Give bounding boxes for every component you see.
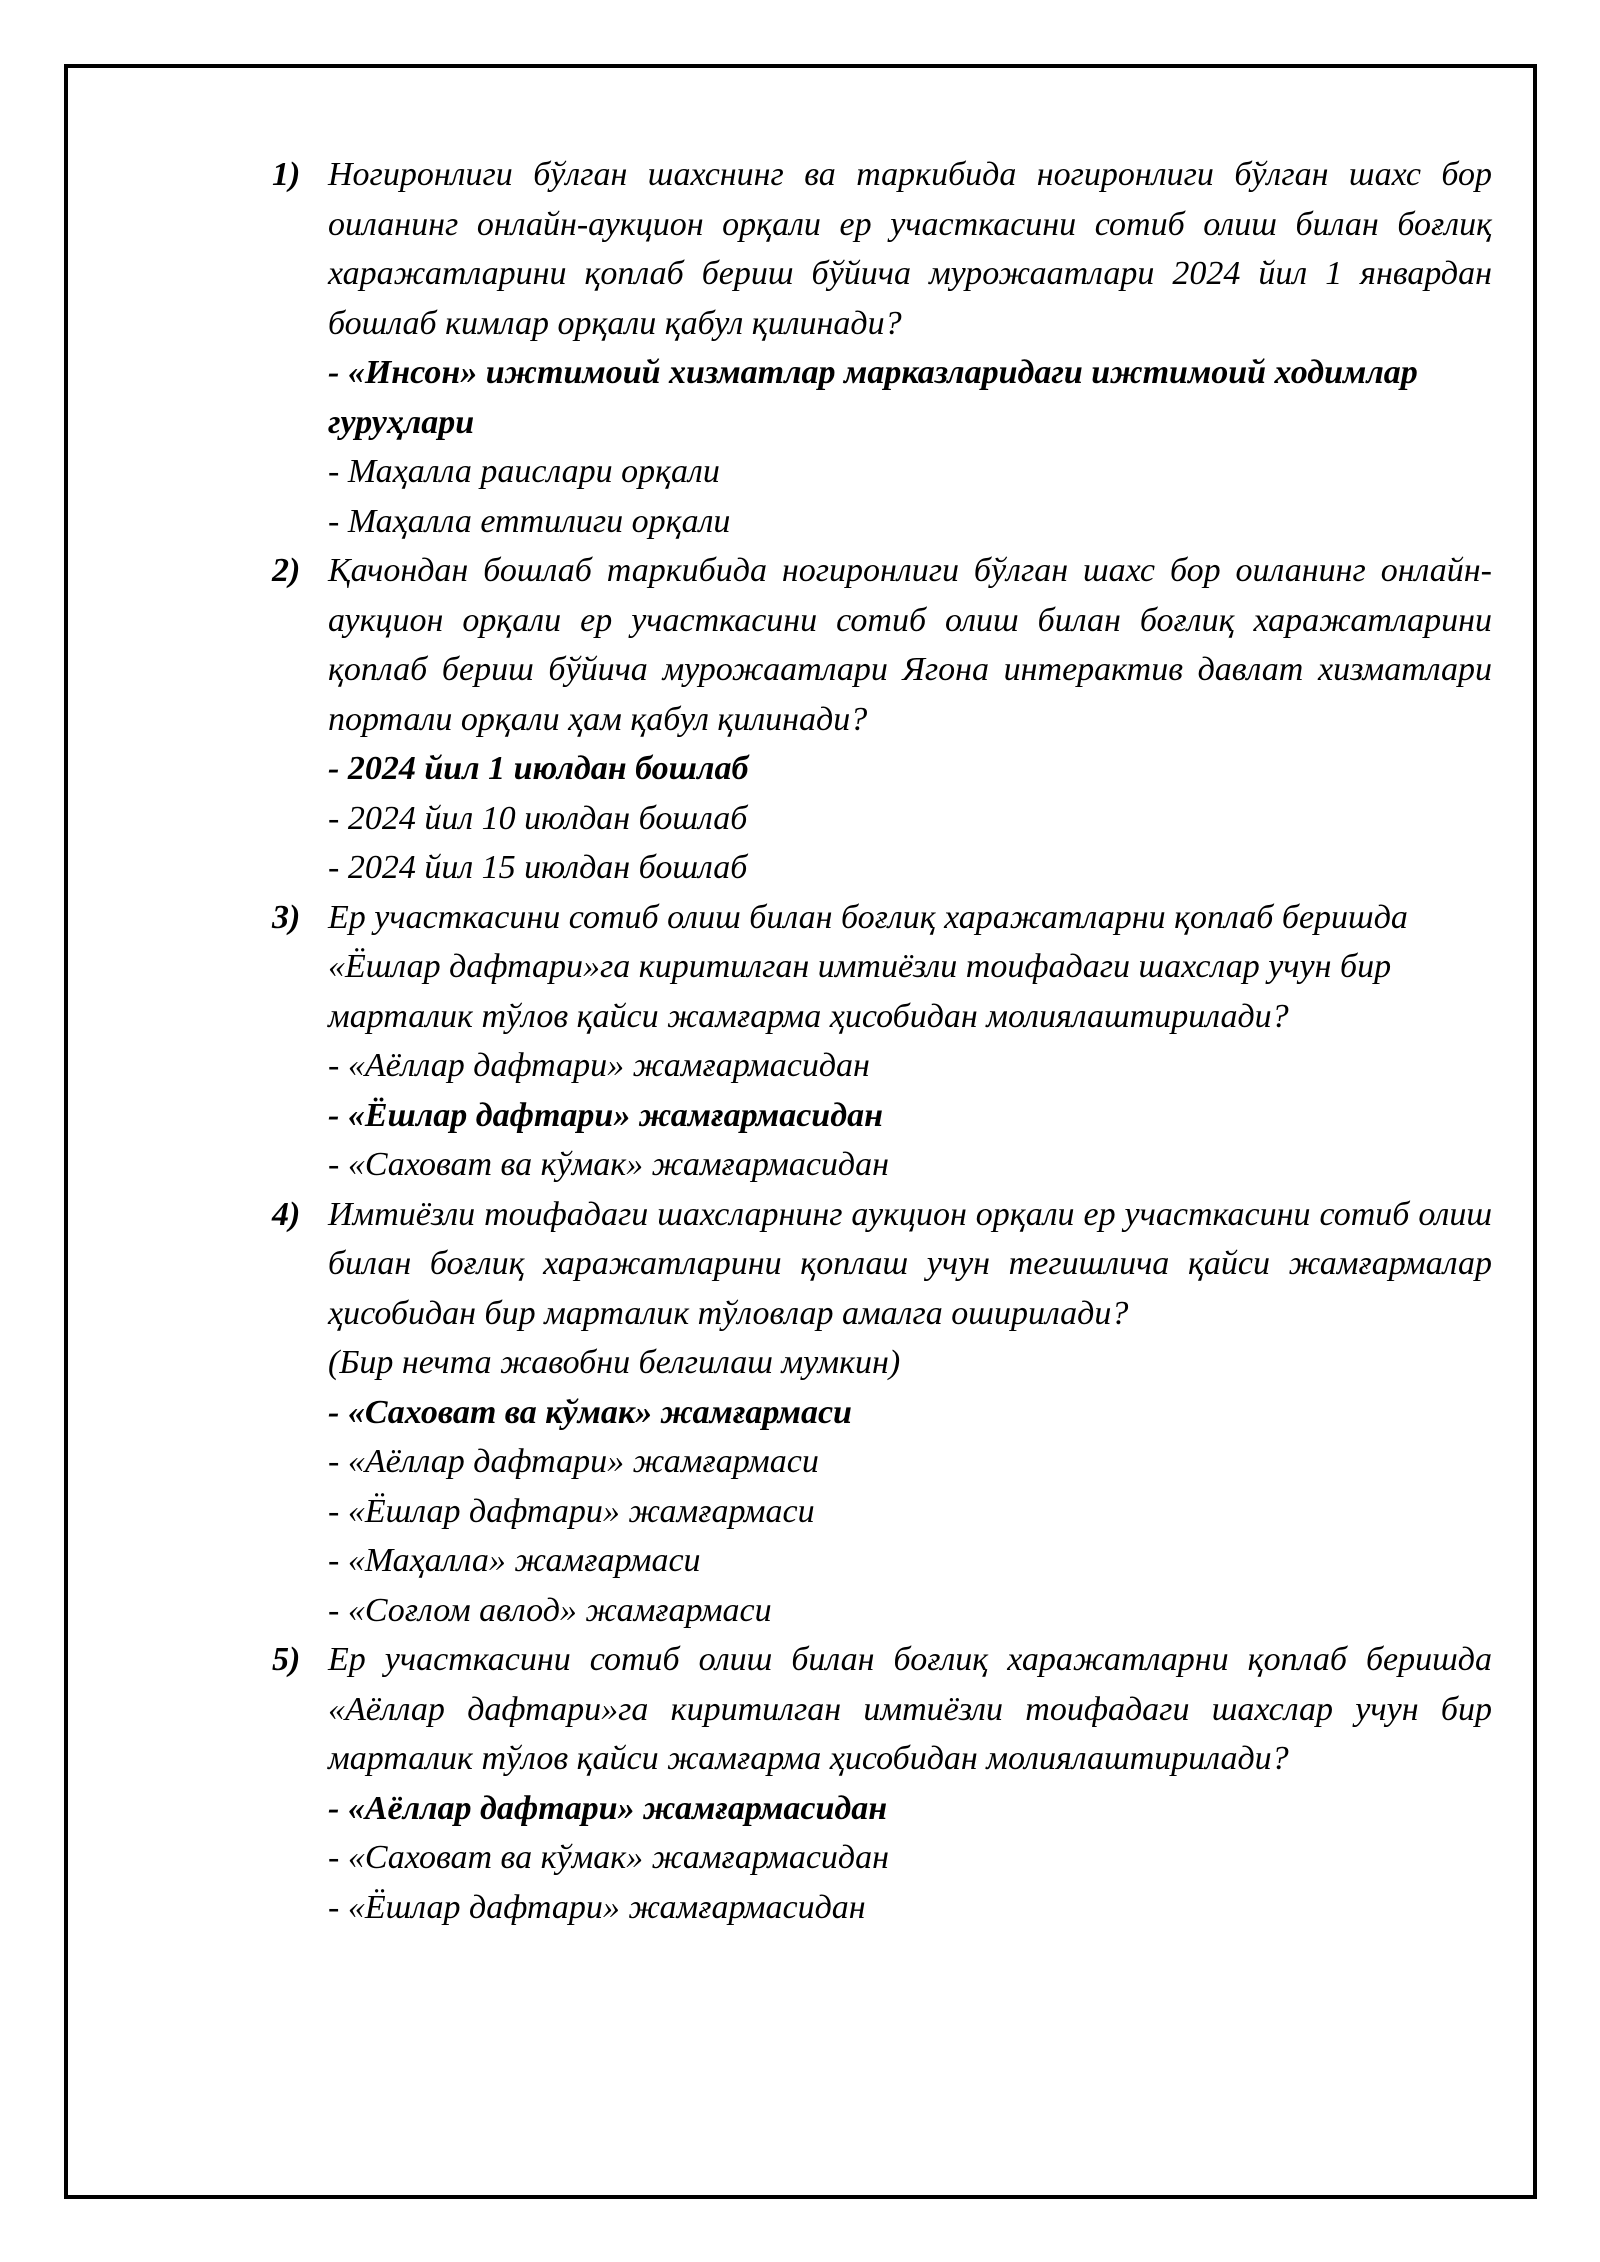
question-note: (Бир нечта жавобни белгилаш мумкин): [328, 1344, 901, 1381]
answer-option: - «Аёллар дафтари» жамғармасидан: [328, 1047, 870, 1084]
answer-option: - 2024 йил 15 июлдан бошлаб: [328, 849, 748, 886]
question-text: Қачондан бошлаб таркибида ногиронлиги бўлган шахс бор оиланинг онлайн-аукцион орқали ер участкасини сотиб олиш билан боғлиқ харажатларини қоплаб бериш бўйича мурожаатлари Ягона интерактив давлат хизматлари портали орқали ҳам қабул қилинади?: [328, 552, 1492, 738]
answer-option: - «Саховат ва кўмак» жамғармасидан: [328, 1839, 889, 1876]
answer-option-correct: - 2024 йил 1 июлдан бошлаб: [328, 750, 749, 787]
question-number: 4): [272, 1195, 301, 1233]
answer-option: - «Соғлом авлод» жамғармаси: [328, 1591, 772, 1629]
question-number: 5): [272, 1641, 301, 1678]
answer-option: - «Маҳалла» жамғармаси: [328, 1542, 701, 1579]
answer-options: [328, 348, 1492, 546]
question-text: Ер участкасини сотиб олиш билан боғлиқ харажатларни қоплаб беришда «Ёшлар дафтари»га киритилган имтиёзли тоифадаги шахслар учун бир марталик тўлов қайси жамғарма ҳисобидан молиялаштирилади?: [328, 898, 1408, 1035]
answer-option-correct: - «Ёшлар дафтари» жамғармасидан: [328, 1096, 883, 1134]
question-text: Имтиёзли тоифадаги шахсларнинг аукцион орқали ер участкасини сотиб олиш билан боғлиқ харажатларини қоплаш учун тегишлича қайси жамғармалар ҳисобидан бир марталик тўловлар амалга оширилади?: [328, 1195, 1492, 1332]
answer-option: - «Ёшлар дафтари» жамғармаси: [328, 1492, 815, 1530]
answer-option-correct: - «Инсон» ижтимоий хизматлар марказларидаги ижтимоий ходимлар гуруҳлари: [328, 354, 1418, 441]
question-text: Ногиронлиги бўлган шахснинг ва таркибида ногиронлиги бўлган шахс бор оиланинг онлайн-аукцион орқали ер участкасини сотиб олиш билан боғлиқ харажатларини қоплаб бериш бўйича мурожаатлари 2024 йил 1 январдан бошлаб кимлар орқали қабул қилинади?: [328, 156, 1492, 342]
question-2: [272, 546, 1492, 893]
answer-options: [328, 744, 1492, 893]
question-1: [272, 150, 1492, 546]
answer-option: - Маҳалла еттилиги орқали: [328, 502, 731, 540]
question-5: [272, 1635, 1492, 1932]
answer-option: - «Аёллар дафтари» жамғармаси: [328, 1443, 819, 1480]
question-text: Ер участкасини сотиб олиш билан боғлиқ харажатларни қоплаб беришда «Аёллар дафтари»га киритилган имтиёзли тоифадаги шахслар учун бир марталик тўлов қайси жамғарма ҳисобидан молиялаштирилади?: [328, 1641, 1492, 1777]
answer-options: [328, 1784, 1492, 1933]
answer-option-correct: - «Аёллар дафтари» жамғармасидан: [328, 1789, 888, 1827]
quiz-content: [272, 150, 1492, 1932]
question-3: [272, 893, 1492, 1190]
question-number: 2): [272, 552, 301, 589]
question-number: 3): [272, 898, 301, 936]
answer-option: - «Ёшлар дафтари» жамғармасидан: [328, 1888, 866, 1926]
answer-options: [328, 1388, 1492, 1636]
question-number: 1): [272, 156, 301, 193]
answer-option: - Маҳалла раислари орқали: [328, 453, 720, 490]
answer-option-correct: - «Саховат ва кўмак» жамғармаси: [328, 1393, 852, 1431]
question-4: [272, 1190, 1492, 1636]
answer-options: [328, 1041, 1492, 1190]
answer-option: - «Саховат ва кўмак» жамғармасидан: [328, 1146, 889, 1183]
answer-option: - 2024 йил 10 июлдан бошлаб: [328, 799, 748, 837]
